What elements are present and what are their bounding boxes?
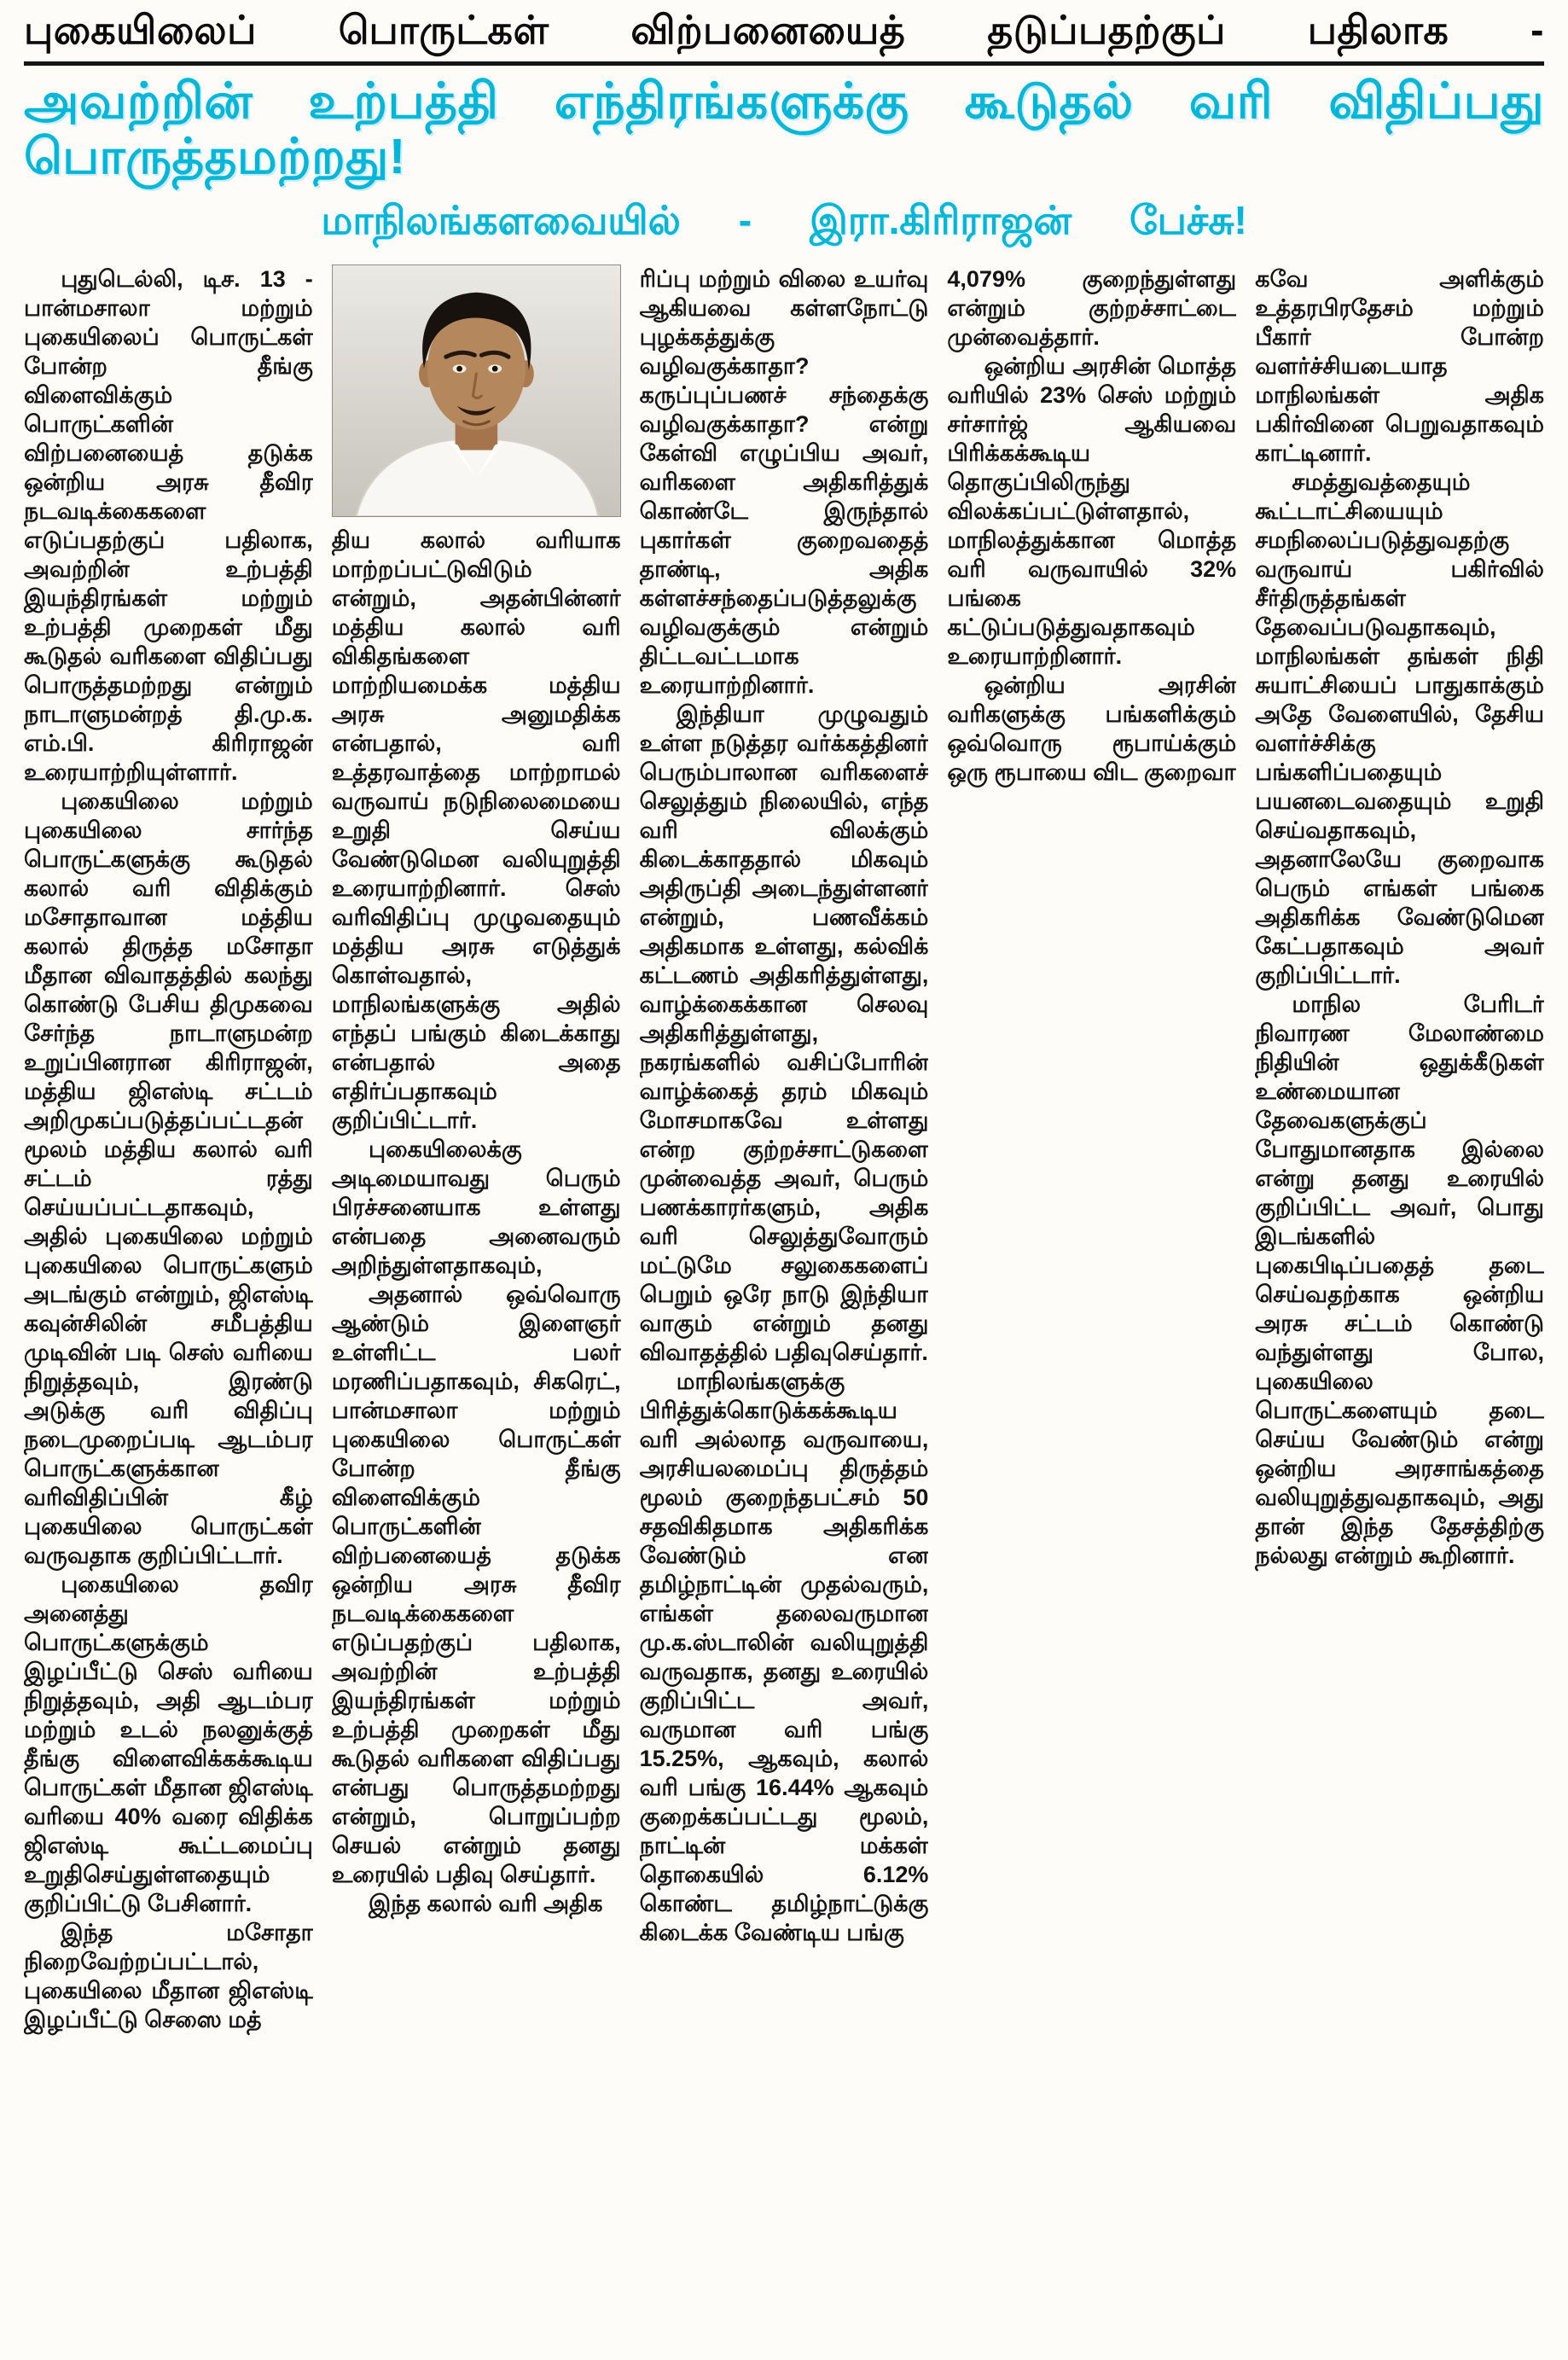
article-paragraph: இந்த மசோதா நிறைவேற்றப்பட்டால், புகையிலை மீதான ஜிஎஸ்டி இழப்பீட்டு செஸை மத்: [24, 1920, 313, 2033]
sub-headline: மாநிலங்களவையில் - இரா.கிரிராஜன் பேச்சு!: [321, 198, 1247, 243]
article-body: [24, 264, 1544, 2360]
article-paragraph: மாநில பேரிடர் நிவாரண மேலாண்மை நிதியின் ஒதுக்கீடுகள் உண்மையான தேவைகளுக்குப் போதுமானதாக இல்லை என்று தனது உரையில் குறிப்பிட்ட அவர், பொது இடங்களில் புகைபிடிப்பதைத் தடை செய்வதற்காக ஒன்றிய அரசு சட்டம் கொண்டு வந்துள்ளது போல, புகையிலை பொருட்களையும் தடை செய்ய வேண்டும் என்று ஒன்றிய அரசாங்கத்தை வலியுறுத்துவதாகவும், அது தான் இந்த தேசத்திற்கு நல்லது என்றும் கூறினார்.: [1255, 991, 1544, 1569]
article-paragraph: திய கலால் வரியாக மாற்றப்பட்டுவிடும் என்றும், அதன்பின்னர் மத்திய கலால் வரி விகிதங்களை மாற்றியமைக்க மத்திய அரசு அனுமதிக்க என்பதால், வரி உத்தரவாத்தை மாற்றாமல் வருவாய் நடுநிலைமையை உறுதி செய்ய வேண்டுமென வலியுறுத்தி உரையாற்றினார். செஸ் வரிவிதிப்பு முழுவதையும் மத்திய அரசு எடுத்துக் கொள்வதால், மாநிலங்களுக்கு அதில் எந்தப் பங்கும் கிடைக்காது என்பதால் அதை எதிர்ப்பதாகவும் குறிப்பிட்டார்.: [331, 527, 621, 1134]
article-paragraph: இந்தியா முழுவதும் உள்ள நடுத்தர வர்க்கத்தினர் பெரும்பாலான வரிகளைச் செலுத்தும் நிலையில், எந்த வரி விலக்கும் கிடைக்காததால் மிகவும் அதிருப்தி அடைந்துள்ளனர் என்றும், பணவீக்கம் அதிகமாக உள்ளது, கல்விக் கட்டணம் அதிகரித்துள்ளது, வாழ்க்கைக்கான செலவு அதிகரித்துள்ளது, நகரங்களில் வசிப்போரின் வாழ்க்கைத் தரம் மிகவும் மோசமாகவே உள்ளது என்ற குற்றச்சாட்டுகளை முன்வைத்த அவர், பெரும் பணக்காரர்களும், அதிக வரி செலுத்துவோரும் மட்டுமே சலுகைகளைப் பெறும் ஒரே நாடு இந்தியா வாகும் என்றும் தனது விவாதத்தில் பதிவுசெய்தார்.: [639, 701, 929, 1366]
article-paragraph: இந்த கலால் வரி அதிக: [368, 1891, 603, 1917]
article-paragraph: புகையிலை தவிர அனைத்து பொருட்களுக்கும் இழப்பீட்டு செஸ் வரியை நிறுத்தவும், அதி ஆடம்பர மற்றும் உடல் நலனுக்குத் தீங்கு விளைவிக்கக்கூடிய பொருட்கள் மீதான ஜிஎஸ்டி வரியை 40% வரை விதிக்க ஜிஎஸ்டி கூட்டமைப்பு உறுதிசெய்துள்ளதையும் குறிப்பிட்டு பேசினார்.: [24, 1572, 313, 1917]
article-paragraph: சமத்துவத்தையும் கூட்டாட்சியையும் சமநிலைப்படுத்துவதற்கு வருவாய் பகிர்வில் சீர்திருத்தங்கள் தேவைப்படுவதாகவும், மாநிலங்கள் தங்கள் நிதி சுயாட்சியைப் பாதுகாக்கும் அதே வேளையில், தேசிய வளர்ச்சிக்கு பங்களிப்பதையும் பயனடைவதையும் உறுதி செய்வதாகவும், அதனாலேயே குறைவாக பெரும் எங்கள் பங்கை அதிகரிக்க வேண்டுமென கேட்பதாகவும் அவர் குறிப்பிட்டார்.: [1255, 469, 1544, 989]
article-paragraph: புகையிலைக்கு அடிமையாவது பெரும் பிரச்சனையாக உள்ளது என்பதை அனைவரும் அறிந்துள்ளதாகவும்,: [331, 1136, 621, 1279]
article-paragraph: ஒன்றிய அரசின் மொத்த வரியில் 23% செஸ் மற்றும் சர்சார்ஜ் ஆகியவை பிரிக்கக்கூடிய தொகுப்பிலிருந்து விலக்கப்பட்டுள்ளதால், மாநிலத்துக்கான மொத்த வரி வருவாயில் 32% பங்கை கட்டுப்படுத்துவதாகவும் உரையாற்றினார்.: [947, 353, 1237, 670]
article-paragraph: ஒன்றிய அரசின் வரிகளுக்கு பங்களிக்கும் ஒவ்வொரு ரூபாய்க்கும் ஒரு ரூபாயை விட குறைவா: [947, 672, 1237, 786]
article-paragraph: மாநிலங்களுக்கு பிரித்துக்கொடுக்கக்கூடிய வரி அல்லாத வருவாயை, அரசியலமைப்பு திருத்தம் மூலம் குறைந்தபட்சம் 50 சதவிகிதமாக அதிகரிக்க வேண்டும் என தமிழ்நாட்டின் முதல்வரும், எங்கள் தலைவருமான மு.க.ஸ்டாலின் வலியுறுத்தி வருவதாக, தனது உரையில் குறிப்பிட்ட அவர், வருமான வரி பங்கு 15.25%, ஆகவும், கலால் வரி பங்கு 16.44% ஆகவும் குறைக்கப்பட்டது மூலம், நாட்டின் மக்கள் தொகையில் 6.12% கொண்ட தமிழ்நாட்டுக்கு கிடைக்க வேண்டிய பங்கு: [639, 1369, 929, 1946]
article-paragraph: ரிப்பு மற்றும் விலை உயர்வு ஆகியவை கள்ளநோட்டு புழக்கத்துக்கு வழிவகுக்காதா? கருப்புப்பணச் சந்தைக்கு வழிவகுக்காதா? என்று கேள்வி எழுப்பிய அவர், வரிகளை அதிகரித்துக் கொண்டே இருந்தால் புகார்கள் குறைவதைத் தாண்டி, அதிக கள்ளச்சந்தைப்படுத்தலுக்கு வழிவகுக்கும் என்றும் திட்டவட்டமாக உரையாற்றினார்.: [639, 266, 929, 699]
text-column-1: [24, 264, 313, 2360]
portrait-photo-illustration: [333, 265, 620, 516]
text-column-2: [332, 264, 621, 2360]
portrait-photo: [332, 264, 621, 517]
article-paragraph: கவே அளிக்கும் உத்தரபிரதேசம் மற்றும் பீகார் போன்ற வளர்ச்சியடையாத மாநிலங்கள் அதிக பகிர்வினை பெறுவதாகவும் காட்டினார்.: [1255, 266, 1544, 467]
article-paragraph: அதனால் ஒவ்வொரு ஆண்டும் இளைஞர் உள்ளிட்ட பலர் மரணிப்பதாகவும், சிகரெட், பான்மசாலா மற்றும் புகையிலை பொருட்கள் போன்ற தீங்கு விளைவிக்கும் பொருட்களின் விற்பனையைத் தடுக்க ஒன்றிய அரசு தீவிர நடவடிக்கைகளை எடுப்பதற்குப் பதிலாக, அவற்றின் உற்பத்தி இயந்திரங்கள் மற்றும் உற்பத்தி முறைகள் மீது கூடுதல் வரிகளை விதிப்பது என்பது பொருத்தமற்றது என்றும், பொறுப்பற்ற செயல் என்றும் தனது உரையில் பதிவு செய்தார்.: [331, 1282, 621, 1888]
main-headline: அவற்றின் உற்பத்தி எந்திரங்களுக்கு கூடுதல் வரி விதிப்பது பொருத்தமற்றது!: [24, 73, 1544, 185]
text-column-5: [1255, 264, 1544, 2360]
article-paragraph: புகையிலை மற்றும் புகையிலை சார்ந்த பொருட்களுக்கு கூடுதல் கலால் வரி விதிக்கும் மசோதாவான மத்திய கலால் திருத்த மசோதா மீதான விவாதத்தில் கலந்து கொண்டு பேசிய திமுகவை சேர்ந்த நாடாளுமன்ற உறுப்பினரான கிரிராஜன், மத்திய ஜிஎஸ்டி சட்டம் அறிமுகப்படுத்தப்பட்டதன் மூலம் மத்திய கலால் வரி சட்டம் ரத்து செய்யப்பட்டதாகவும், அதில் புகையிலை மற்றும் புகையிலை பொருட்களும் அடங்கும் என்றும், ஜிஎஸ்டி கவுன்சிலின் சமீபத்திய முடிவின் படி செஸ் வரியை நிறுத்தவும், இரண்டு அடுக்கு வரி விதிப்பு நடைமுறைப்படி ஆடம்பர பொருட்களுக்கான வரிவிதிப்பின் கீழ் புகையிலை பொருட்கள் வருவதாக குறிப்பிட்டார்.: [24, 788, 313, 1569]
article-paragraph: புதுடெல்லி, டிச. 13 - பான்மசாலா மற்றும் புகையிலைப் பொருட்கள் போன்ற தீங்கு விளைவிக்கும் பொருட்களின் விற்பனையைத் தடுக்க ஒன்றிய அரசு தீவிர நடவடிக்கைகளை எடுப்பதற்குப் பதிலாக, அவற்றின் உற்பத்தி இயந்திரங்கள் மற்றும் உற்பத்தி முறைகள் மீது கூடுதல் வரிகளை விதிப்பது பொருத்தமற்றது என்றும் நாடாளுமன்றத் தி.மு.க. எம்.பி. கிரிராஜன் உரையாற்றியுள்ளார்.: [24, 266, 313, 786]
text-column-4: [947, 264, 1236, 2360]
article-paragraph: 4,079% குறைந்துள்ளது என்றும் குற்றச்சாட்டை முன்வைத்தார்.: [947, 266, 1237, 351]
headline-divider: [24, 61, 1544, 66]
kicker-headline: புகையிலைப் பொருட்கள் விற்பனையைத் தடுப்பதற்குப் பதிலாக -: [24, 8, 1544, 52]
text-column-3: [640, 264, 929, 2360]
